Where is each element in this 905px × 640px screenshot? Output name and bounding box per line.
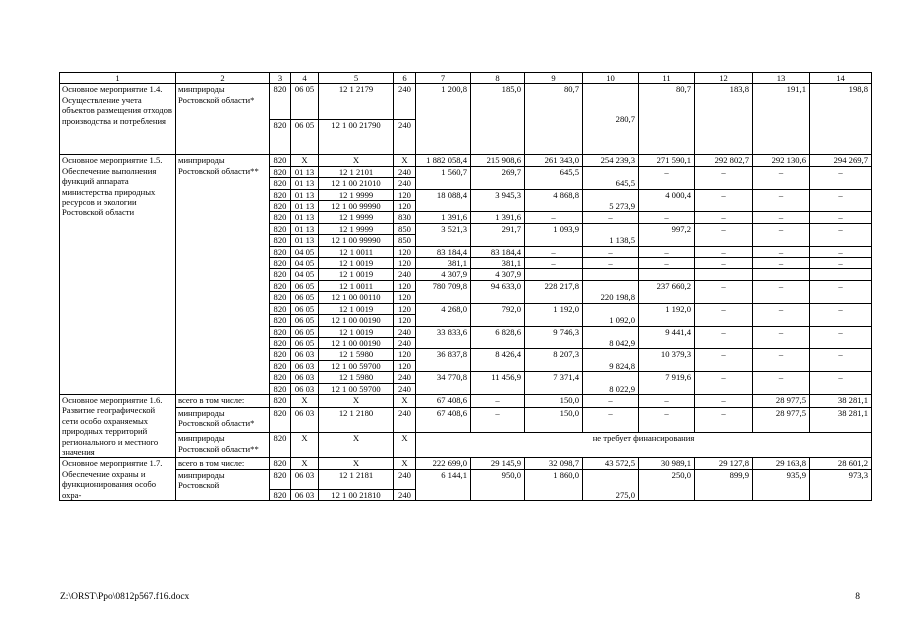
year-value-cell: 80,7 [639, 84, 695, 155]
year-value-cell: 645,5 [525, 166, 583, 189]
measure-title: Основное мероприятие 1.5. Обеспечение выполнения функций аппарата министерства природных ресурсов и экологии Ростовской области [60, 155, 176, 395]
vr-cell: 240 [394, 337, 416, 348]
year-value-cell: 8 022,9 [583, 372, 639, 395]
grbs-cell: 820 [270, 166, 291, 177]
year-value-cell: 28 977,5 [753, 408, 810, 433]
grbs-cell: 820 [270, 326, 291, 337]
year-value-cell: – [753, 280, 810, 303]
year-value-cell: – [583, 394, 639, 407]
grbs-cell: 820 [270, 280, 291, 291]
header-cell: 3 [270, 73, 291, 84]
executor-cell: минприроды Ростовской [176, 469, 270, 500]
year-value-cell: 1 192,0 [639, 303, 695, 326]
year-value-cell: – [583, 258, 639, 269]
year-value-cell: 43 572,5 [583, 458, 639, 469]
header-cell: 10 [583, 73, 639, 84]
year-value-cell: – [753, 303, 810, 326]
year-value-cell: 29 127,8 [695, 458, 753, 469]
csr-cell: 12 1 00 21010 [319, 178, 394, 189]
year-value-cell: – [471, 408, 525, 433]
grbs-cell: 820 [270, 84, 291, 120]
grbs-cell: 820 [270, 189, 291, 200]
header-cell: 9 [525, 73, 583, 84]
total-cell: 83 184,4 [416, 246, 471, 257]
table-row [60, 469, 872, 489]
year-value-cell: 5 273,9 [583, 189, 639, 212]
vr-cell: X [394, 394, 416, 407]
year-value-cell: 32 098,7 [525, 458, 583, 469]
rzpr-cell: 06 03 [291, 469, 319, 489]
year-value-cell: 4 307,9 [471, 269, 525, 280]
csr-cell: 12 1 5980 [319, 372, 394, 383]
year-value-cell: – [753, 246, 810, 257]
grbs-cell: 820 [270, 303, 291, 314]
year-value-cell: 4 000,4 [639, 189, 695, 212]
year-value-cell: 997,2 [639, 223, 695, 246]
grbs-cell: 820 [270, 201, 291, 212]
csr-cell: 12 1 00 21790 [319, 119, 394, 155]
vr-cell: 240 [394, 178, 416, 189]
year-value-cell: – [695, 212, 753, 223]
grbs-cell: 820 [270, 212, 291, 223]
year-value-cell: 11 456,9 [471, 372, 525, 395]
grbs-cell: 820 [270, 458, 291, 469]
year-value-cell: – [639, 258, 695, 269]
header-cell: 6 [394, 73, 416, 84]
year-value-cell: – [753, 349, 810, 372]
year-value-cell: – [753, 258, 810, 269]
year-value-cell: – [639, 166, 695, 189]
year-value-cell: – [471, 394, 525, 407]
year-value-cell: 220 198,8 [583, 280, 639, 303]
vr-cell: 120 [394, 303, 416, 314]
grbs-cell: 820 [270, 292, 291, 303]
csr-cell: 12 1 2180 [319, 408, 394, 433]
year-value-cell: 950,0 [471, 469, 525, 500]
table-row [60, 433, 872, 458]
year-value-cell: 935,9 [753, 469, 810, 500]
executor-cell: минприроды Ростовской области** [176, 155, 270, 395]
year-value-cell: 381,1 [471, 258, 525, 269]
csr-cell: X [319, 433, 394, 458]
year-value-cell: – [583, 408, 639, 433]
budget-table [59, 72, 872, 501]
year-value-cell: – [695, 394, 753, 407]
year-value-cell: 294 269,7 [810, 155, 872, 166]
header-cell: 4 [291, 73, 319, 84]
year-value-cell: 28 601,2 [810, 458, 872, 469]
rzpr-cell: X [291, 458, 319, 469]
grbs-cell: 820 [270, 337, 291, 348]
year-value-cell: 3 945,3 [471, 189, 525, 212]
vr-cell: 120 [394, 315, 416, 326]
rzpr-cell: 01 13 [291, 223, 319, 234]
year-value-cell: 150,0 [525, 394, 583, 407]
year-value-cell: 275,0 [583, 469, 639, 500]
header-cell: 12 [695, 73, 753, 84]
grbs-cell: 820 [270, 235, 291, 246]
csr-cell: 12 1 00 99990 [319, 235, 394, 246]
year-value-cell [753, 269, 810, 280]
csr-cell: X [319, 155, 394, 166]
rzpr-cell: 01 13 [291, 235, 319, 246]
year-value-cell: – [810, 212, 872, 223]
year-value-cell: – [810, 189, 872, 212]
year-value-cell: – [810, 258, 872, 269]
vr-cell: 120 [394, 349, 416, 360]
year-value-cell: – [695, 258, 753, 269]
year-value-cell: 8 042,9 [583, 326, 639, 349]
vr-cell: 240 [394, 326, 416, 337]
year-value-cell: – [753, 372, 810, 395]
total-cell: 4 268,0 [416, 303, 471, 326]
vr-cell: 850 [394, 235, 416, 246]
total-cell: 4 307,9 [416, 269, 471, 280]
rzpr-cell: 06 05 [291, 280, 319, 291]
vr-cell: 240 [394, 372, 416, 383]
executor-cell: минприроды Ростовской области** [176, 433, 270, 458]
vr-cell: 240 [394, 166, 416, 177]
year-value-cell: 38 281,1 [810, 408, 872, 433]
csr-cell: 12 1 2179 [319, 84, 394, 120]
year-value-cell: – [810, 349, 872, 372]
rzpr-cell: 06 03 [291, 372, 319, 383]
executor-cell: минприроды Ростовской области* [176, 84, 270, 155]
rzpr-cell: 06 05 [291, 315, 319, 326]
total-cell: 34 770,8 [416, 372, 471, 395]
year-value-cell: 8 207,3 [525, 349, 583, 372]
csr-cell: 12 1 2101 [319, 166, 394, 177]
grbs-cell: 820 [270, 360, 291, 371]
year-value-cell: 7 919,6 [639, 372, 695, 395]
csr-cell: 12 1 0019 [319, 269, 394, 280]
vr-cell: 240 [394, 469, 416, 489]
year-value-cell: – [695, 372, 753, 395]
csr-cell: 12 1 00 21810 [319, 489, 394, 500]
rzpr-cell: 04 05 [291, 269, 319, 280]
year-value-cell: – [810, 372, 872, 395]
header-cell: 11 [639, 73, 695, 84]
grbs-cell: 820 [270, 246, 291, 257]
header-cell: 7 [416, 73, 471, 84]
year-value-cell: – [639, 394, 695, 407]
rzpr-cell: 06 05 [291, 292, 319, 303]
year-value-cell: 185,0 [471, 84, 525, 155]
csr-cell: 12 1 9999 [319, 223, 394, 234]
table-row [60, 408, 872, 433]
year-value-cell [810, 269, 872, 280]
year-value-cell: 291,7 [471, 223, 525, 246]
header-row [60, 73, 872, 84]
csr-cell: 12 1 0011 [319, 280, 394, 291]
grbs-cell: 820 [270, 372, 291, 383]
vr-cell: 850 [394, 223, 416, 234]
header-cell: 5 [319, 73, 394, 84]
csr-cell: 12 1 00 99990 [319, 201, 394, 212]
executor-cell: минприроды Ростовской области* [176, 408, 270, 433]
year-value-cell: 10 379,3 [639, 349, 695, 372]
vr-cell: 120 [394, 201, 416, 212]
csr-cell: X [319, 394, 394, 407]
year-value-cell: 645,5 [583, 166, 639, 189]
csr-cell: 12 1 2181 [319, 469, 394, 489]
year-value-cell: 1 138,5 [583, 223, 639, 246]
csr-cell: 12 1 9999 [319, 189, 394, 200]
rzpr-cell: 01 13 [291, 178, 319, 189]
csr-cell: 12 1 0019 [319, 258, 394, 269]
year-value-cell: 38 281,1 [810, 394, 872, 407]
csr-cell: 12 1 0011 [319, 246, 394, 257]
year-value-cell: 29 145,9 [471, 458, 525, 469]
csr-cell: 12 1 00 59700 [319, 383, 394, 394]
year-value-cell: – [695, 223, 753, 246]
total-cell: 6 144,1 [416, 469, 471, 500]
year-value-cell: 6 828,6 [471, 326, 525, 349]
year-value-cell: – [695, 349, 753, 372]
rzpr-cell: 06 03 [291, 383, 319, 394]
no-funding-note: не требует финансирования [416, 433, 872, 458]
rzpr-cell: 06 05 [291, 119, 319, 155]
vr-cell: X [394, 155, 416, 166]
vr-cell: 240 [394, 119, 416, 155]
year-value-cell: 191,1 [753, 84, 810, 155]
grbs-cell: 820 [270, 223, 291, 234]
year-value-cell: 261 343,0 [525, 155, 583, 166]
measure-title: Основное мероприятие 1.7. Обеспечение охраны и функционирования особо охра- [60, 458, 176, 501]
year-value-cell: – [753, 212, 810, 223]
vr-cell: 830 [394, 212, 416, 223]
vr-cell: 120 [394, 280, 416, 291]
year-value-cell: – [810, 303, 872, 326]
year-value-cell: 28 977,5 [753, 394, 810, 407]
executor-cell: всего в том числе: [176, 394, 270, 407]
year-value-cell: 4 868,8 [525, 189, 583, 212]
rzpr-cell: 06 03 [291, 489, 319, 500]
header-cell: 2 [176, 73, 270, 84]
year-value-cell: 7 371,4 [525, 372, 583, 395]
vr-cell: 240 [394, 269, 416, 280]
year-value-cell: – [525, 246, 583, 257]
year-value-cell: 254 239,3 [583, 155, 639, 166]
rzpr-cell: 01 13 [291, 201, 319, 212]
rzpr-cell: 06 05 [291, 326, 319, 337]
year-value-cell: 792,0 [471, 303, 525, 326]
vr-cell: X [394, 433, 416, 458]
total-cell: 18 088,4 [416, 189, 471, 212]
year-value-cell: 83 184,4 [471, 246, 525, 257]
year-value-cell: – [810, 246, 872, 257]
rzpr-cell: X [291, 394, 319, 407]
year-value-cell: – [810, 166, 872, 189]
vr-cell: 240 [394, 489, 416, 500]
table-row [60, 394, 872, 407]
rzpr-cell: 06 05 [291, 303, 319, 314]
header-cell: 1 [60, 73, 176, 84]
page-number: 8 [855, 592, 860, 602]
total-cell: 67 408,6 [416, 394, 471, 407]
year-value-cell: – [753, 223, 810, 246]
csr-cell: 12 1 00 00110 [319, 292, 394, 303]
rzpr-cell: 01 13 [291, 189, 319, 200]
year-value-cell: 215 908,6 [471, 155, 525, 166]
year-value-cell [583, 269, 639, 280]
year-value-cell: 269,7 [471, 166, 525, 189]
rzpr-cell: 01 13 [291, 212, 319, 223]
year-value-cell: – [695, 166, 753, 189]
year-value-cell: – [639, 212, 695, 223]
year-value-cell: 30 989,1 [639, 458, 695, 469]
table-row [60, 84, 872, 120]
vr-cell: 120 [394, 246, 416, 257]
table-row [60, 458, 872, 469]
year-value-cell: 237 660,2 [639, 280, 695, 303]
year-value-cell: 280,7 [583, 84, 639, 155]
year-value-cell: – [525, 212, 583, 223]
year-value-cell: 292 130,6 [753, 155, 810, 166]
year-value-cell: 973,3 [810, 469, 872, 500]
year-value-cell: 271 590,1 [639, 155, 695, 166]
year-value-cell: – [583, 246, 639, 257]
year-value-cell: 1 093,9 [525, 223, 583, 246]
total-cell: 67 408,6 [416, 408, 471, 433]
total-cell: 36 837,8 [416, 349, 471, 372]
vr-cell: 240 [394, 383, 416, 394]
year-value-cell: 8 426,4 [471, 349, 525, 372]
rzpr-cell: 01 13 [291, 166, 319, 177]
rzpr-cell: X [291, 433, 319, 458]
year-value-cell: – [525, 258, 583, 269]
vr-cell: 240 [394, 408, 416, 433]
year-value-cell: 94 633,0 [471, 280, 525, 303]
year-value-cell: – [583, 212, 639, 223]
header-cell: 13 [753, 73, 810, 84]
total-cell: 780 709,8 [416, 280, 471, 303]
year-value-cell: 1 391,6 [471, 212, 525, 223]
total-cell: 3 521,3 [416, 223, 471, 246]
csr-cell: 12 1 5980 [319, 349, 394, 360]
vr-cell: 120 [394, 292, 416, 303]
grbs-cell: 820 [270, 349, 291, 360]
year-value-cell: – [810, 280, 872, 303]
vr-cell: 120 [394, 360, 416, 371]
vr-cell: 240 [394, 84, 416, 120]
year-value-cell: – [810, 326, 872, 349]
year-value-cell: 1 860,0 [525, 469, 583, 500]
grbs-cell: 820 [270, 433, 291, 458]
total-cell: 381,1 [416, 258, 471, 269]
year-value-cell: 29 163,8 [753, 458, 810, 469]
year-value-cell: – [695, 189, 753, 212]
year-value-cell: – [695, 246, 753, 257]
year-value-cell: 150,0 [525, 408, 583, 433]
total-cell: 1 200,8 [416, 84, 471, 155]
year-value-cell: – [695, 408, 753, 433]
table-row [60, 155, 872, 166]
grbs-cell: 820 [270, 394, 291, 407]
grbs-cell: 820 [270, 469, 291, 489]
year-value-cell: – [695, 326, 753, 349]
year-value-cell: – [753, 189, 810, 212]
grbs-cell: 820 [270, 315, 291, 326]
year-value-cell: 183,8 [695, 84, 753, 155]
grbs-cell: 820 [270, 155, 291, 166]
year-value-cell: 9 746,3 [525, 326, 583, 349]
year-value-cell: 899,9 [695, 469, 753, 500]
header-cell: 8 [471, 73, 525, 84]
year-value-cell: – [810, 223, 872, 246]
vr-cell: 120 [394, 189, 416, 200]
grbs-cell: 820 [270, 383, 291, 394]
year-value-cell: – [639, 246, 695, 257]
rzpr-cell: 06 05 [291, 84, 319, 120]
total-cell: 33 833,6 [416, 326, 471, 349]
total-cell: 1 391,6 [416, 212, 471, 223]
vr-cell: X [394, 458, 416, 469]
year-value-cell [525, 269, 583, 280]
csr-cell: 12 1 00 59700 [319, 360, 394, 371]
csr-cell: X [319, 458, 394, 469]
year-value-cell: 9 824,8 [583, 349, 639, 372]
year-value-cell: 1 192,0 [525, 303, 583, 326]
year-value-cell: 292 802,7 [695, 155, 753, 166]
total-cell: 222 699,0 [416, 458, 471, 469]
rzpr-cell: 06 03 [291, 408, 319, 433]
csr-cell: 12 1 9999 [319, 212, 394, 223]
rzpr-cell: 04 05 [291, 246, 319, 257]
year-value-cell: – [695, 280, 753, 303]
rzpr-cell: 06 03 [291, 360, 319, 371]
measure-title: Основное мероприятие 1.6. Развитие географической сети особо охраняемых природных территорий регионального и местного значения [60, 394, 176, 457]
vr-cell: 120 [394, 258, 416, 269]
grbs-cell: 820 [270, 269, 291, 280]
total-cell: 1 560,7 [416, 166, 471, 189]
grbs-cell: 820 [270, 258, 291, 269]
file-path: Z:\ORST\Ppo\0812p567.f16.docx [60, 592, 190, 602]
year-value-cell [639, 269, 695, 280]
rzpr-cell: 04 05 [291, 258, 319, 269]
year-value-cell: 198,8 [810, 84, 872, 155]
rzpr-cell: X [291, 155, 319, 166]
csr-cell: 12 1 00 00190 [319, 315, 394, 326]
year-value-cell [695, 269, 753, 280]
year-value-cell: 1 092,0 [583, 303, 639, 326]
year-value-cell: 9 441,4 [639, 326, 695, 349]
csr-cell: 12 1 0019 [319, 326, 394, 337]
year-value-cell: – [695, 303, 753, 326]
measure-title: Основное мероприятие 1.4. Осуществление учета объектов размещения отходов производства и потребления [60, 84, 176, 155]
rzpr-cell: 06 05 [291, 337, 319, 348]
header-cell: 14 [810, 73, 872, 84]
year-value-cell: – [753, 326, 810, 349]
year-value-cell: – [753, 166, 810, 189]
grbs-cell: 820 [270, 178, 291, 189]
year-value-cell: 228 217,8 [525, 280, 583, 303]
grbs-cell: 820 [270, 119, 291, 155]
year-value-cell: 80,7 [525, 84, 583, 155]
grbs-cell: 820 [270, 408, 291, 433]
year-value-cell: – [639, 408, 695, 433]
grbs-cell: 820 [270, 489, 291, 500]
executor-cell: всего в том числе: [176, 458, 270, 469]
csr-cell: 12 1 00 00190 [319, 337, 394, 348]
year-value-cell: 250,0 [639, 469, 695, 500]
csr-cell: 12 1 0019 [319, 303, 394, 314]
total-cell: 1 882 058,4 [416, 155, 471, 166]
rzpr-cell: 06 03 [291, 349, 319, 360]
